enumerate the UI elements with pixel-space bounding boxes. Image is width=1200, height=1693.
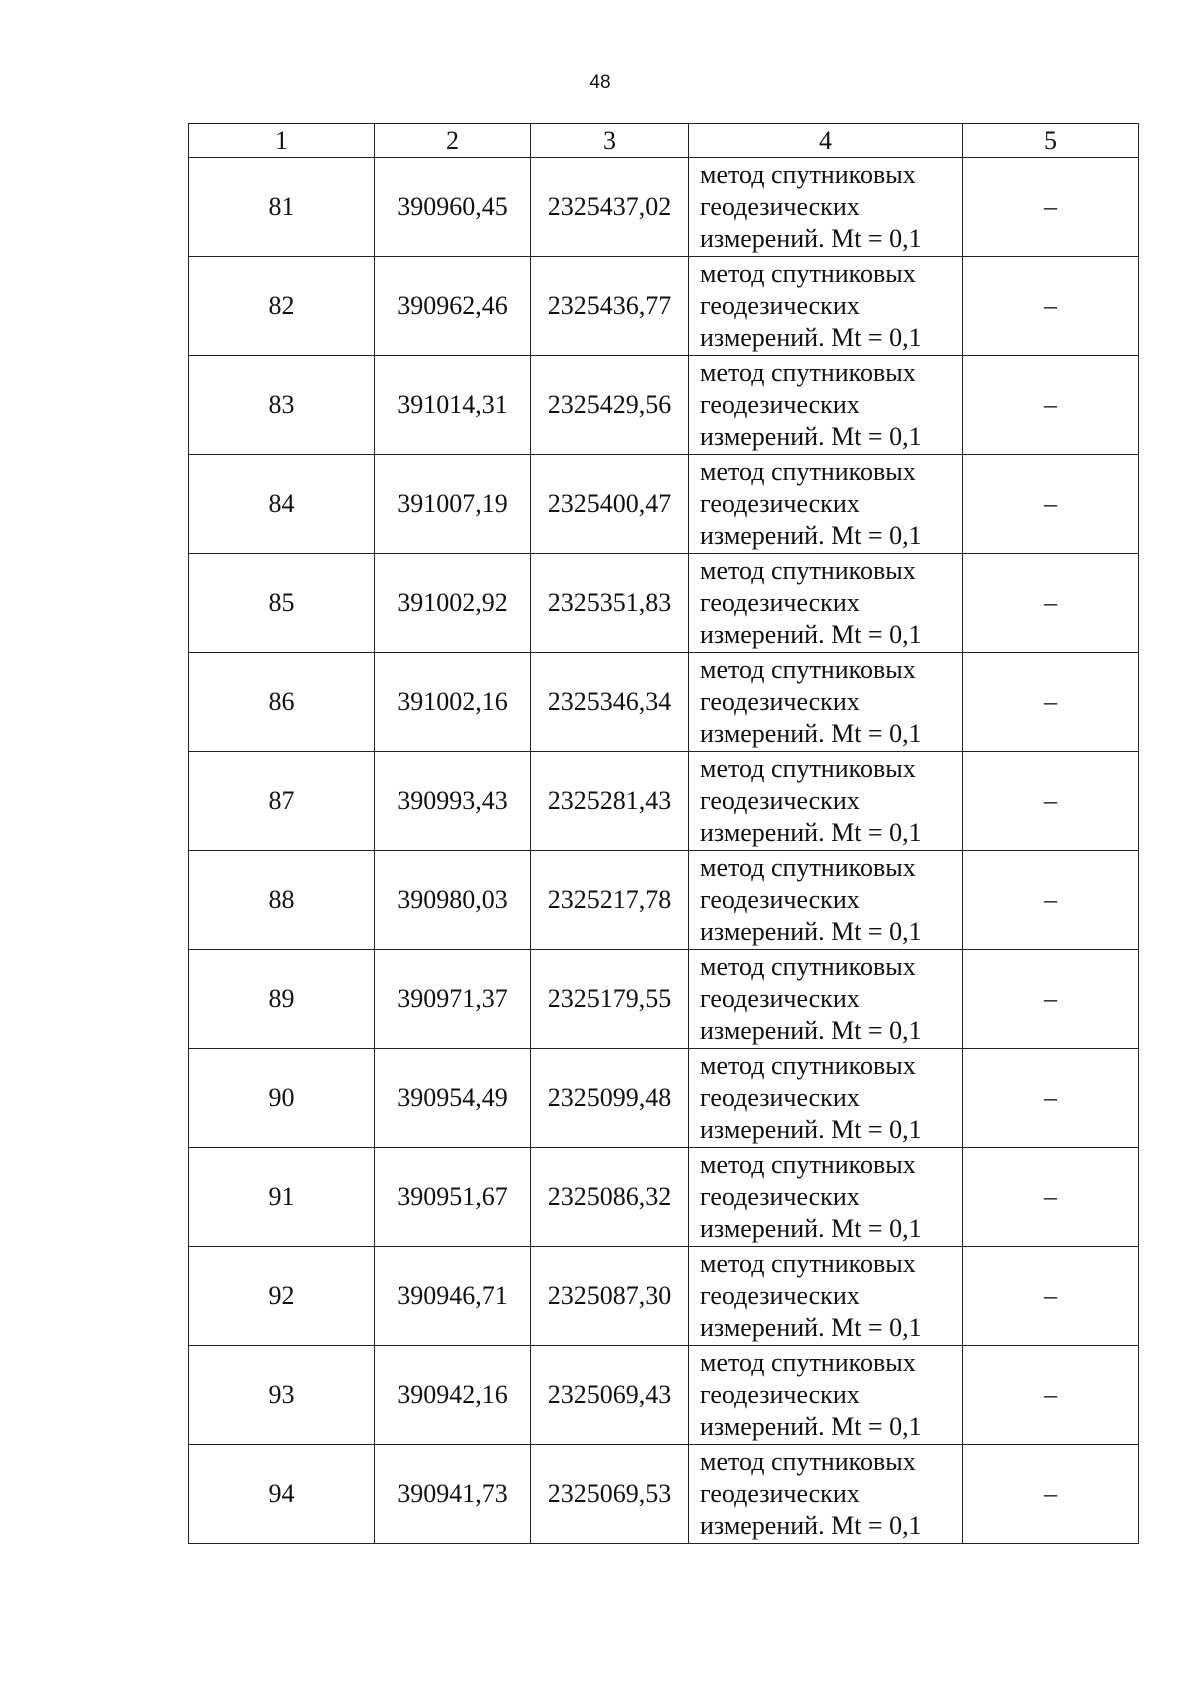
point-number-cell: 83 xyxy=(189,356,375,455)
method-line: измерений. Mt = 0,1 xyxy=(700,620,922,649)
x-coordinate-cell: 391007,19 xyxy=(375,455,531,554)
method-line: метод спутниковых xyxy=(700,655,916,684)
method-line: метод спутниковых xyxy=(700,952,916,981)
header-col-1: 1 xyxy=(189,124,375,158)
method-line: метод спутниковых xyxy=(700,1249,916,1278)
note-cell: – xyxy=(963,1148,1139,1247)
table-row xyxy=(189,257,1139,356)
method-line: геодезических xyxy=(700,1479,860,1508)
method-line: геодезических xyxy=(700,291,860,320)
point-number-cell: 88 xyxy=(189,851,375,950)
table-row xyxy=(189,1247,1139,1346)
method-line: геодезических xyxy=(700,1281,860,1310)
note-cell: – xyxy=(963,851,1139,950)
method-line: метод спутниковых xyxy=(700,853,916,882)
method-cell xyxy=(689,554,963,653)
method-line: измерений. Mt = 0,1 xyxy=(700,1412,922,1441)
method-cell xyxy=(689,455,963,554)
point-number-cell: 93 xyxy=(189,1346,375,1445)
x-coordinate-cell: 390941,73 xyxy=(375,1445,531,1544)
method-line: метод спутниковых xyxy=(700,160,916,189)
table-header xyxy=(189,124,1139,158)
method-line: метод спутниковых xyxy=(700,259,916,288)
y-coordinate-cell: 2325087,30 xyxy=(531,1247,689,1346)
x-coordinate-cell: 390942,16 xyxy=(375,1346,531,1445)
method-line: геодезических xyxy=(700,1182,860,1211)
y-coordinate-cell: 2325099,48 xyxy=(531,1049,689,1148)
note-cell: – xyxy=(963,257,1139,356)
y-coordinate-cell: 2325069,43 xyxy=(531,1346,689,1445)
point-number-cell: 91 xyxy=(189,1148,375,1247)
table-row xyxy=(189,455,1139,554)
method-line: измерений. Mt = 0,1 xyxy=(700,917,922,946)
point-number-cell: 89 xyxy=(189,950,375,1049)
method-line: метод спутниковых xyxy=(700,556,916,585)
table-row xyxy=(189,158,1139,257)
note-cell: – xyxy=(963,554,1139,653)
method-line: измерений. Mt = 0,1 xyxy=(700,422,922,451)
y-coordinate-cell: 2325436,77 xyxy=(531,257,689,356)
x-coordinate-cell: 390993,43 xyxy=(375,752,531,851)
method-line: метод спутниковых xyxy=(700,457,916,486)
method-cell xyxy=(689,1049,963,1148)
method-line: геодезических xyxy=(700,390,860,419)
x-coordinate-cell: 390971,37 xyxy=(375,950,531,1049)
header-col-3: 3 xyxy=(531,124,689,158)
x-coordinate-cell: 391014,31 xyxy=(375,356,531,455)
table-row xyxy=(189,653,1139,752)
table-row xyxy=(189,1346,1139,1445)
table-row xyxy=(189,851,1139,950)
note-cell: – xyxy=(963,653,1139,752)
method-line: метод спутниковых xyxy=(700,754,916,783)
y-coordinate-cell: 2325429,56 xyxy=(531,356,689,455)
table-row xyxy=(189,1049,1139,1148)
method-line: метод спутниковых xyxy=(700,1348,916,1377)
page-number: 48 xyxy=(589,72,611,93)
table-row xyxy=(189,1445,1139,1544)
method-line: измерений. Mt = 0,1 xyxy=(700,1214,922,1243)
coordinates-table xyxy=(188,123,1139,1544)
method-cell xyxy=(689,158,963,257)
y-coordinate-cell: 2325086,32 xyxy=(531,1148,689,1247)
table-row xyxy=(189,1148,1139,1247)
method-line: метод спутниковых xyxy=(700,1051,916,1080)
method-line: метод спутниковых xyxy=(700,1150,916,1179)
point-number-cell: 81 xyxy=(189,158,375,257)
point-number-cell: 84 xyxy=(189,455,375,554)
point-number-cell: 85 xyxy=(189,554,375,653)
method-line: измерений. Mt = 0,1 xyxy=(700,224,922,253)
x-coordinate-cell: 390951,67 xyxy=(375,1148,531,1247)
x-coordinate-cell: 391002,92 xyxy=(375,554,531,653)
note-cell: – xyxy=(963,1247,1139,1346)
y-coordinate-cell: 2325069,53 xyxy=(531,1445,689,1544)
note-cell: – xyxy=(963,1346,1139,1445)
note-cell: – xyxy=(963,1049,1139,1148)
method-line: измерений. Mt = 0,1 xyxy=(700,719,922,748)
note-cell: – xyxy=(963,950,1139,1049)
method-cell xyxy=(689,950,963,1049)
method-line: геодезических xyxy=(700,192,860,221)
method-line: измерений. Mt = 0,1 xyxy=(700,323,922,352)
method-cell xyxy=(689,851,963,950)
method-line: измерений. Mt = 0,1 xyxy=(700,521,922,550)
note-cell: – xyxy=(963,752,1139,851)
point-number-cell: 92 xyxy=(189,1247,375,1346)
method-line: измерений. Mt = 0,1 xyxy=(700,1313,922,1342)
method-cell xyxy=(689,1247,963,1346)
coordinates-table-container xyxy=(188,123,1138,1544)
method-cell xyxy=(689,1346,963,1445)
y-coordinate-cell: 2325400,47 xyxy=(531,455,689,554)
method-cell xyxy=(689,356,963,455)
point-number-cell: 86 xyxy=(189,653,375,752)
x-coordinate-cell: 390960,45 xyxy=(375,158,531,257)
method-cell xyxy=(689,1445,963,1544)
method-line: измерений. Mt = 0,1 xyxy=(700,818,922,847)
method-line: геодезических xyxy=(700,1083,860,1112)
y-coordinate-cell: 2325179,55 xyxy=(531,950,689,1049)
point-number-cell: 90 xyxy=(189,1049,375,1148)
y-coordinate-cell: 2325346,34 xyxy=(531,653,689,752)
method-line: метод спутниковых xyxy=(700,358,916,387)
point-number-cell: 87 xyxy=(189,752,375,851)
header-col-2: 2 xyxy=(375,124,531,158)
header-row xyxy=(189,124,1139,158)
x-coordinate-cell: 390980,03 xyxy=(375,851,531,950)
x-coordinate-cell: 390962,46 xyxy=(375,257,531,356)
method-line: геодезических xyxy=(700,1380,860,1409)
header-col-4: 4 xyxy=(689,124,963,158)
header-col-5: 5 xyxy=(963,124,1139,158)
method-line: геодезических xyxy=(700,984,860,1013)
method-line: геодезических xyxy=(700,588,860,617)
y-coordinate-cell: 2325217,78 xyxy=(531,851,689,950)
note-cell: – xyxy=(963,455,1139,554)
method-line: геодезических xyxy=(700,786,860,815)
method-cell xyxy=(689,257,963,356)
x-coordinate-cell: 390954,49 xyxy=(375,1049,531,1148)
x-coordinate-cell: 391002,16 xyxy=(375,653,531,752)
x-coordinate-cell: 390946,71 xyxy=(375,1247,531,1346)
method-line: измерений. Mt = 0,1 xyxy=(700,1511,922,1540)
table-body xyxy=(189,158,1139,1544)
method-line: метод спутниковых xyxy=(700,1447,916,1476)
method-line: измерений. Mt = 0,1 xyxy=(700,1115,922,1144)
table-row xyxy=(189,356,1139,455)
method-line: измерений. Mt = 0,1 xyxy=(700,1016,922,1045)
y-coordinate-cell: 2325437,02 xyxy=(531,158,689,257)
method-line: геодезических xyxy=(700,489,860,518)
method-cell xyxy=(689,1148,963,1247)
note-cell: – xyxy=(963,1445,1139,1544)
table-row xyxy=(189,950,1139,1049)
point-number-cell: 82 xyxy=(189,257,375,356)
method-line: геодезических xyxy=(700,687,860,716)
note-cell: – xyxy=(963,158,1139,257)
table-row xyxy=(189,554,1139,653)
note-cell: – xyxy=(963,356,1139,455)
point-number-cell: 94 xyxy=(189,1445,375,1544)
y-coordinate-cell: 2325351,83 xyxy=(531,554,689,653)
y-coordinate-cell: 2325281,43 xyxy=(531,752,689,851)
method-line: геодезических xyxy=(700,885,860,914)
table-row xyxy=(189,752,1139,851)
method-cell xyxy=(689,752,963,851)
method-cell xyxy=(689,653,963,752)
